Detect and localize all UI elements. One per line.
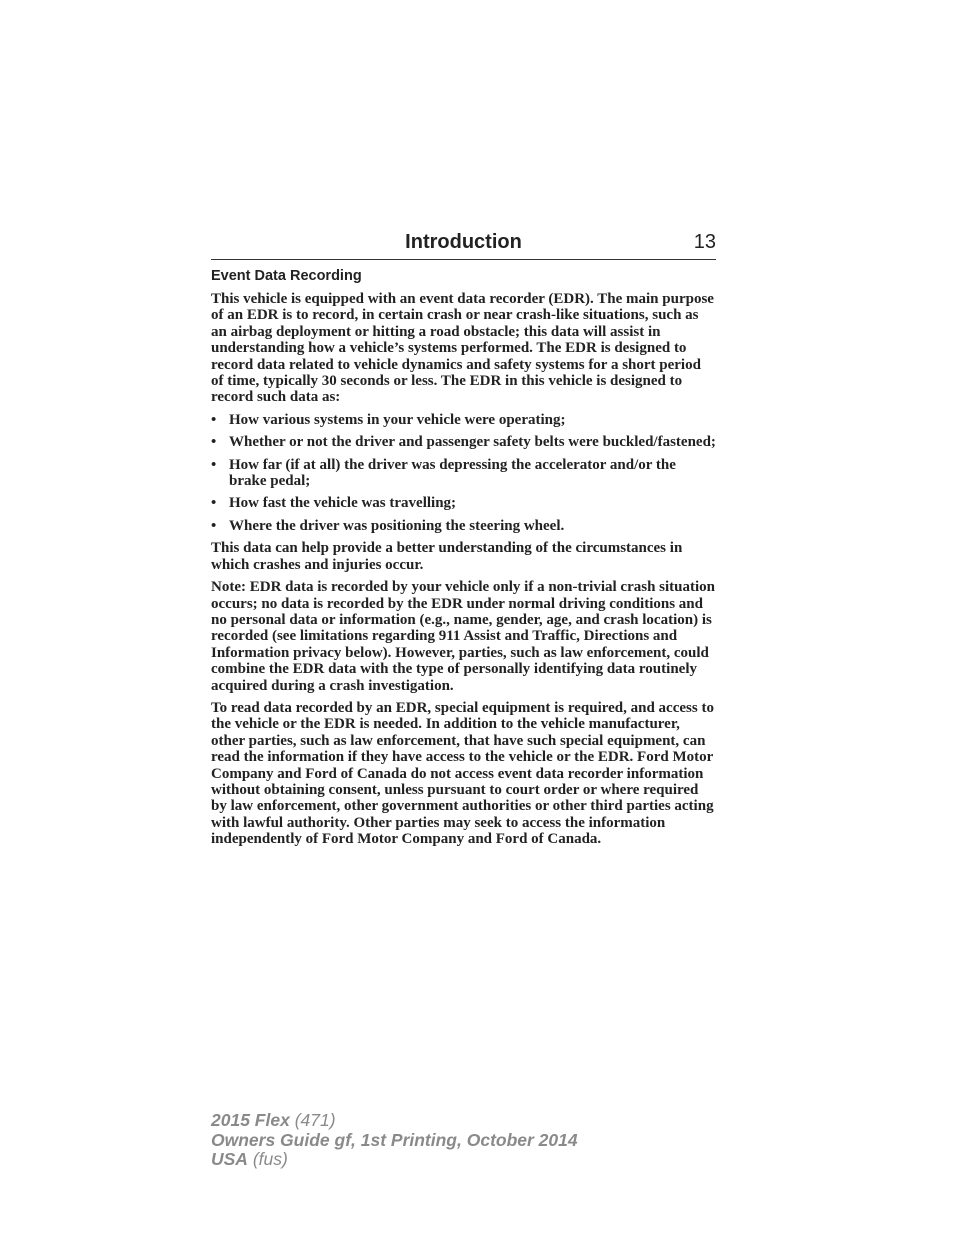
footer-market: USA [211, 1149, 248, 1169]
note-paragraph: Note: EDR data is recorded by your vehicle only if a non-trivial crash situation occurs; no data is recorded by the EDR under normal driving conditions and no personal data or information (e.g., name, gender, age, and crash location) is recorded (see limitations regarding 911 Assist and Traffic, Directions and Information privacy below). However, parties, such as law enforcement, could combine the EDR data with the type of personally identifying data routinely acquired during a crash investigation. [211, 579, 716, 694]
bullet-icon: • [211, 495, 217, 512]
footer-guide: Owners Guide gf, 1st Printing, October 2014 [211, 1129, 578, 1150]
list-item-text: Where the driver was positioning the steering wheel. [229, 517, 565, 534]
bullet-icon: • [211, 456, 217, 473]
page-footer [211, 1111, 711, 1170]
list-item-text: How fast the vehicle was travelling; [229, 495, 457, 512]
footer-market-line [211, 1150, 711, 1170]
list-item [211, 412, 716, 428]
bullet-icon: • [211, 434, 217, 451]
list-item-text: How far (if at all) the driver was depressing the accelerator and/or the brake pedal; [229, 456, 676, 490]
read-data-paragraph: To read data recorded by an EDR, special equipment is required, and access to the vehicle or the EDR is needed. In addition to the vehicle manufacturer, other parties, such as law enforcement, that have such special equipment, can read the information if they have access to the vehicle or the EDR. Ford Motor Company and Ford of Canada do not access event data recorder information without obtaining consent, unless pursuant to court order or where required by law enforcement, other government authorities or other third parties acting with lawful authority. Other parties may seek to access the information independently of Ford Motor Company and Ford of Canada. [211, 699, 714, 848]
footer-model: 2015 Flex [211, 1110, 290, 1130]
footer-model-code: (471) [294, 1110, 336, 1130]
list-item [211, 495, 716, 511]
footer-market-code: (fus) [252, 1149, 288, 1169]
page-number: 13 [693, 231, 716, 253]
page-header [211, 229, 716, 260]
section-heading: Event Data Recording [211, 268, 362, 284]
bullet-icon: • [211, 411, 217, 428]
list-item [211, 434, 716, 450]
page-title: Introduction [405, 231, 522, 253]
intro-paragraph: This vehicle is equipped with an event data recorder (EDR). The main purpose of an EDR is to record, in certain crash or near crash-like situations, such as an airbag deployment or hitting a road obstacle; this data will assist in understanding how a vehicle’s systems performed. The EDR is designed to record data related to vehicle dynamics and safety systems for a short period of time, typically 30 seconds or less. The EDR in this vehicle is designed to record such data as: [211, 291, 714, 406]
main-content [211, 268, 716, 854]
list-item-text: How various systems in your vehicle were operating; [229, 411, 566, 428]
list-item [211, 457, 716, 490]
bullet-icon: • [211, 517, 217, 534]
list-item-text: Whether or not the driver and passenger safety belts were buckled/fastened; [229, 434, 716, 451]
list-item [211, 518, 716, 534]
understanding-paragraph: This data can help provide a better understanding of the circumstances in which crashes and injuries occur. [211, 540, 683, 573]
footer-model-line [211, 1111, 711, 1131]
edr-data-list [211, 412, 716, 534]
